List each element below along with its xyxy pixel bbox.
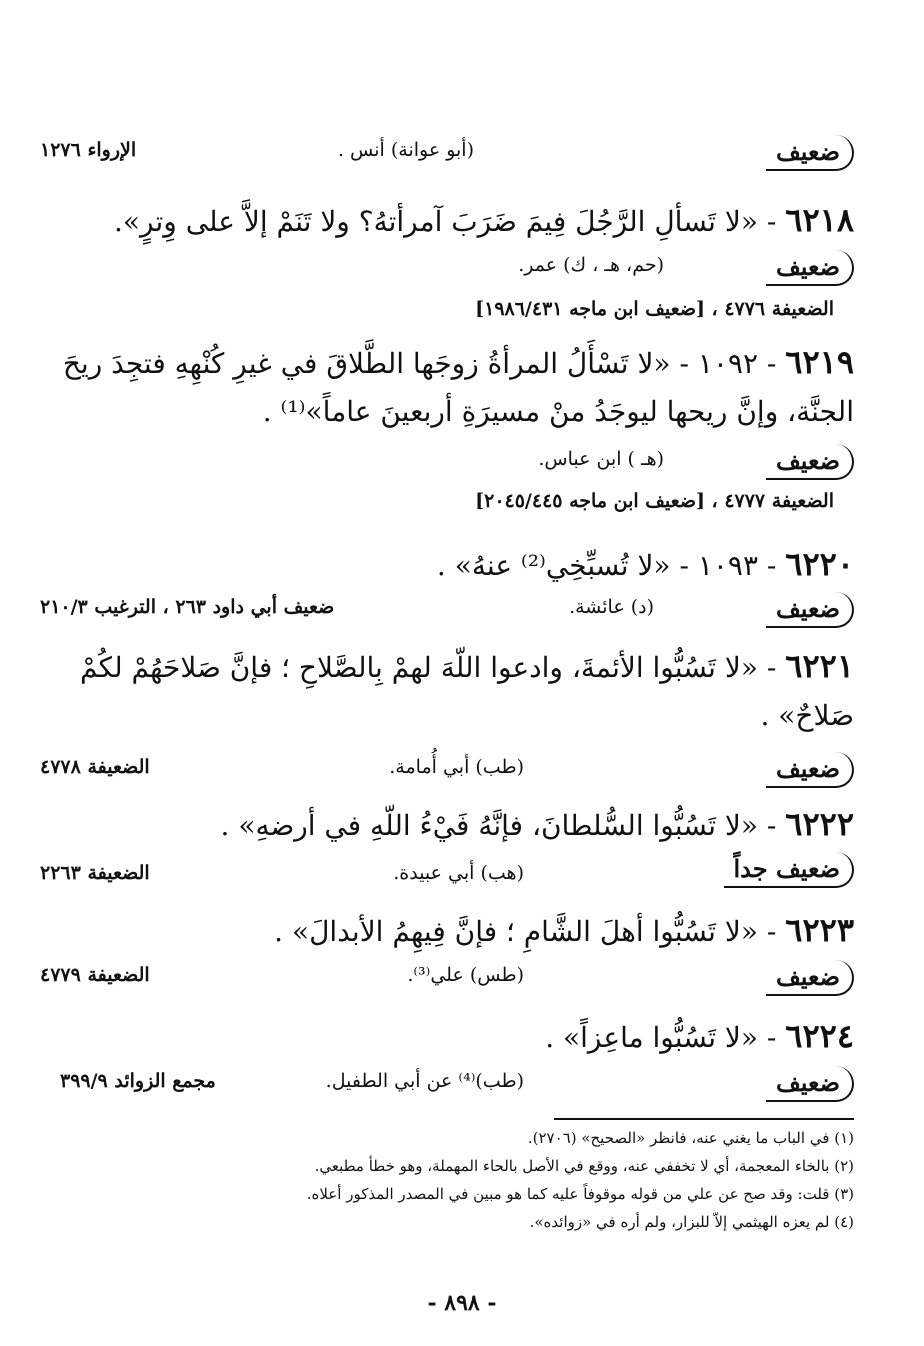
top-row <box>40 135 854 171</box>
hadith-text: ١٠٩٣ - «لا تُسبِّخِي⁽²⁾ عنهُ» . <box>436 549 758 582</box>
grade-row-6220 <box>40 592 854 628</box>
hadith-number: ٦٢٢٤ <box>785 1017 854 1055</box>
hadith-6221 <box>40 642 854 740</box>
page-number: - ٨٩٨ - <box>427 1290 497 1316</box>
hadith-6218 <box>40 196 854 246</box>
grade-row-6219 <box>40 444 854 480</box>
hadith-text: «لا تَسُبُّوا أهلَ الشَّامِ ؛ فإنَّ فِيهِمُ الأبدالَ» . <box>274 915 758 948</box>
source-text: (أبو عوانة) أنس . <box>337 139 474 161</box>
separator: - <box>757 915 786 948</box>
reference-text: ضعيف أبي داود ٢٦٣ ، الترغيب ٢١٠/٣ <box>40 596 335 618</box>
grade-row-6224 <box>40 1066 854 1102</box>
grade-badge: ضعيف <box>766 250 854 286</box>
footnote-4: (٤) لم يعزه الهيثمي إلاّ للبزار، ولم أره في «زوائده». <box>529 1213 854 1231</box>
separator: - <box>757 809 786 842</box>
footnote-1: (١) في الباب ما يغني عنه، فانظر «الصحيح» (٢٧٠٦). <box>527 1129 854 1147</box>
grade-badge: ضعيف <box>766 752 854 788</box>
footnote-2: (٢) بالخاء المعجمة، أي لا تخففي عنه، ووقع في الأصل بالحاء المهملة، وهو خطأ مطبعي. <box>314 1157 854 1175</box>
grade-badge: ضعيف <box>766 1066 854 1102</box>
source-text: (د) عائشة. <box>569 596 654 618</box>
hadith-6223 <box>40 906 854 956</box>
grade-row-6223 <box>40 960 854 996</box>
grade-badge: ضعيف <box>766 960 854 996</box>
hadith-6220 <box>40 540 854 590</box>
reference-text: الضعيفة ٤٧٧٩ <box>40 964 150 986</box>
hadith-number: ٦٢٢٣ <box>785 911 854 949</box>
source-text: (طس) علي⁽³⁾. <box>407 964 524 986</box>
reference-text: الضعيفة ٤٧٧٦ ، [ضعيف ابن ماجه ١٩٨٦/٤٣١] <box>475 298 834 320</box>
grade-badge: ضعيف <box>766 444 854 480</box>
reference-text: مجمع الزوائد ٣٩٩/٩ <box>60 1070 216 1092</box>
footnote-3: (٣) قلت: وقد صح عن علي من قوله موقوفاً عليه كما هو مبين في المصدر المذكور أعلاه. <box>306 1185 854 1203</box>
source-text: (حم، هـ ، ك) عمر. <box>518 254 664 276</box>
hadith-text: ١٠٩٢ - «لا تَسْأَلُ المرأةُ زوجَها الطَّلاقَ في غيرِ كُنْهِهِ فتجِدَ ريحَ الجنَّة، وإنَّ ريحها ليوجَدُ منْ مسيرَةِ أربعينَ عاماً»⁽¹⁾ . <box>62 347 854 428</box>
hadith-number: ٦٢٢٠ <box>785 545 854 583</box>
hadith-number: ٦٢٢٢ <box>785 805 854 843</box>
source-text: (هـ ) ابن عباس. <box>538 448 664 470</box>
reference-text: الإرواء ١٢٧٦ <box>40 139 137 161</box>
hadith-text: «لا تَسألِ الرَّجُلَ فِيمَ ضَرَبَ آمرأتهُ؟ ولا تَنَمْ إلاَّ على وِترٍ». <box>114 205 758 238</box>
source-text: (طب) أبي أُمامة. <box>389 756 524 778</box>
hadith-6222 <box>40 800 854 850</box>
reference-text: الضعيفة ٤٧٧٨ <box>40 756 150 778</box>
grade-badge: ضعيف جداً <box>724 852 855 888</box>
hadith-text: «لا تَسُبُّوا السُّلطانَ، فإنَّهُ فَيْءُ اللّهِ في أرضهِ» . <box>220 809 758 842</box>
reference-text: الضعيفة ٤٧٧٧ ، [ضعيف ابن ماجه ٢٠٤٥/٤٤٥] <box>475 490 834 512</box>
separator: - <box>757 549 786 582</box>
hadith-number: ٦٢١٨ <box>785 201 854 239</box>
separator: - <box>757 651 786 684</box>
grade-badge: ضعيف <box>766 592 854 628</box>
hadith-text: «لا تَسُبُّوا ماعِزاً» . <box>545 1021 758 1054</box>
footnote-separator <box>554 1118 854 1120</box>
grade-row-6218 <box>40 250 854 286</box>
source-text: (طب)⁽⁴⁾ عن أبي الطفيل. <box>325 1070 524 1092</box>
separator: - <box>757 205 786 238</box>
grade-row-6222 <box>40 852 854 888</box>
hadith-number: ٦٢٢١ <box>785 647 854 685</box>
hadith-number: ٦٢١٩ <box>785 343 854 381</box>
grade-row-6221 <box>40 752 854 788</box>
hadith-6219 <box>40 338 854 436</box>
grade-badge: ضعيف <box>766 135 854 171</box>
separator: - <box>757 347 786 380</box>
hadith-text: «لا تَسُبُّوا الأئمةَ، وادعوا اللّهَ لهمْ بِالصَّلاحِ ؛ فإنَّ صَلاحَهُمْ لكُمْ صَلاحٌ» . <box>79 651 854 732</box>
reference-text: الضعيفة ٢٢٦٣ <box>40 862 150 884</box>
separator: - <box>757 1021 786 1054</box>
source-text: (هب) أبي عبيدة. <box>393 862 524 884</box>
hadith-6224 <box>40 1012 854 1062</box>
